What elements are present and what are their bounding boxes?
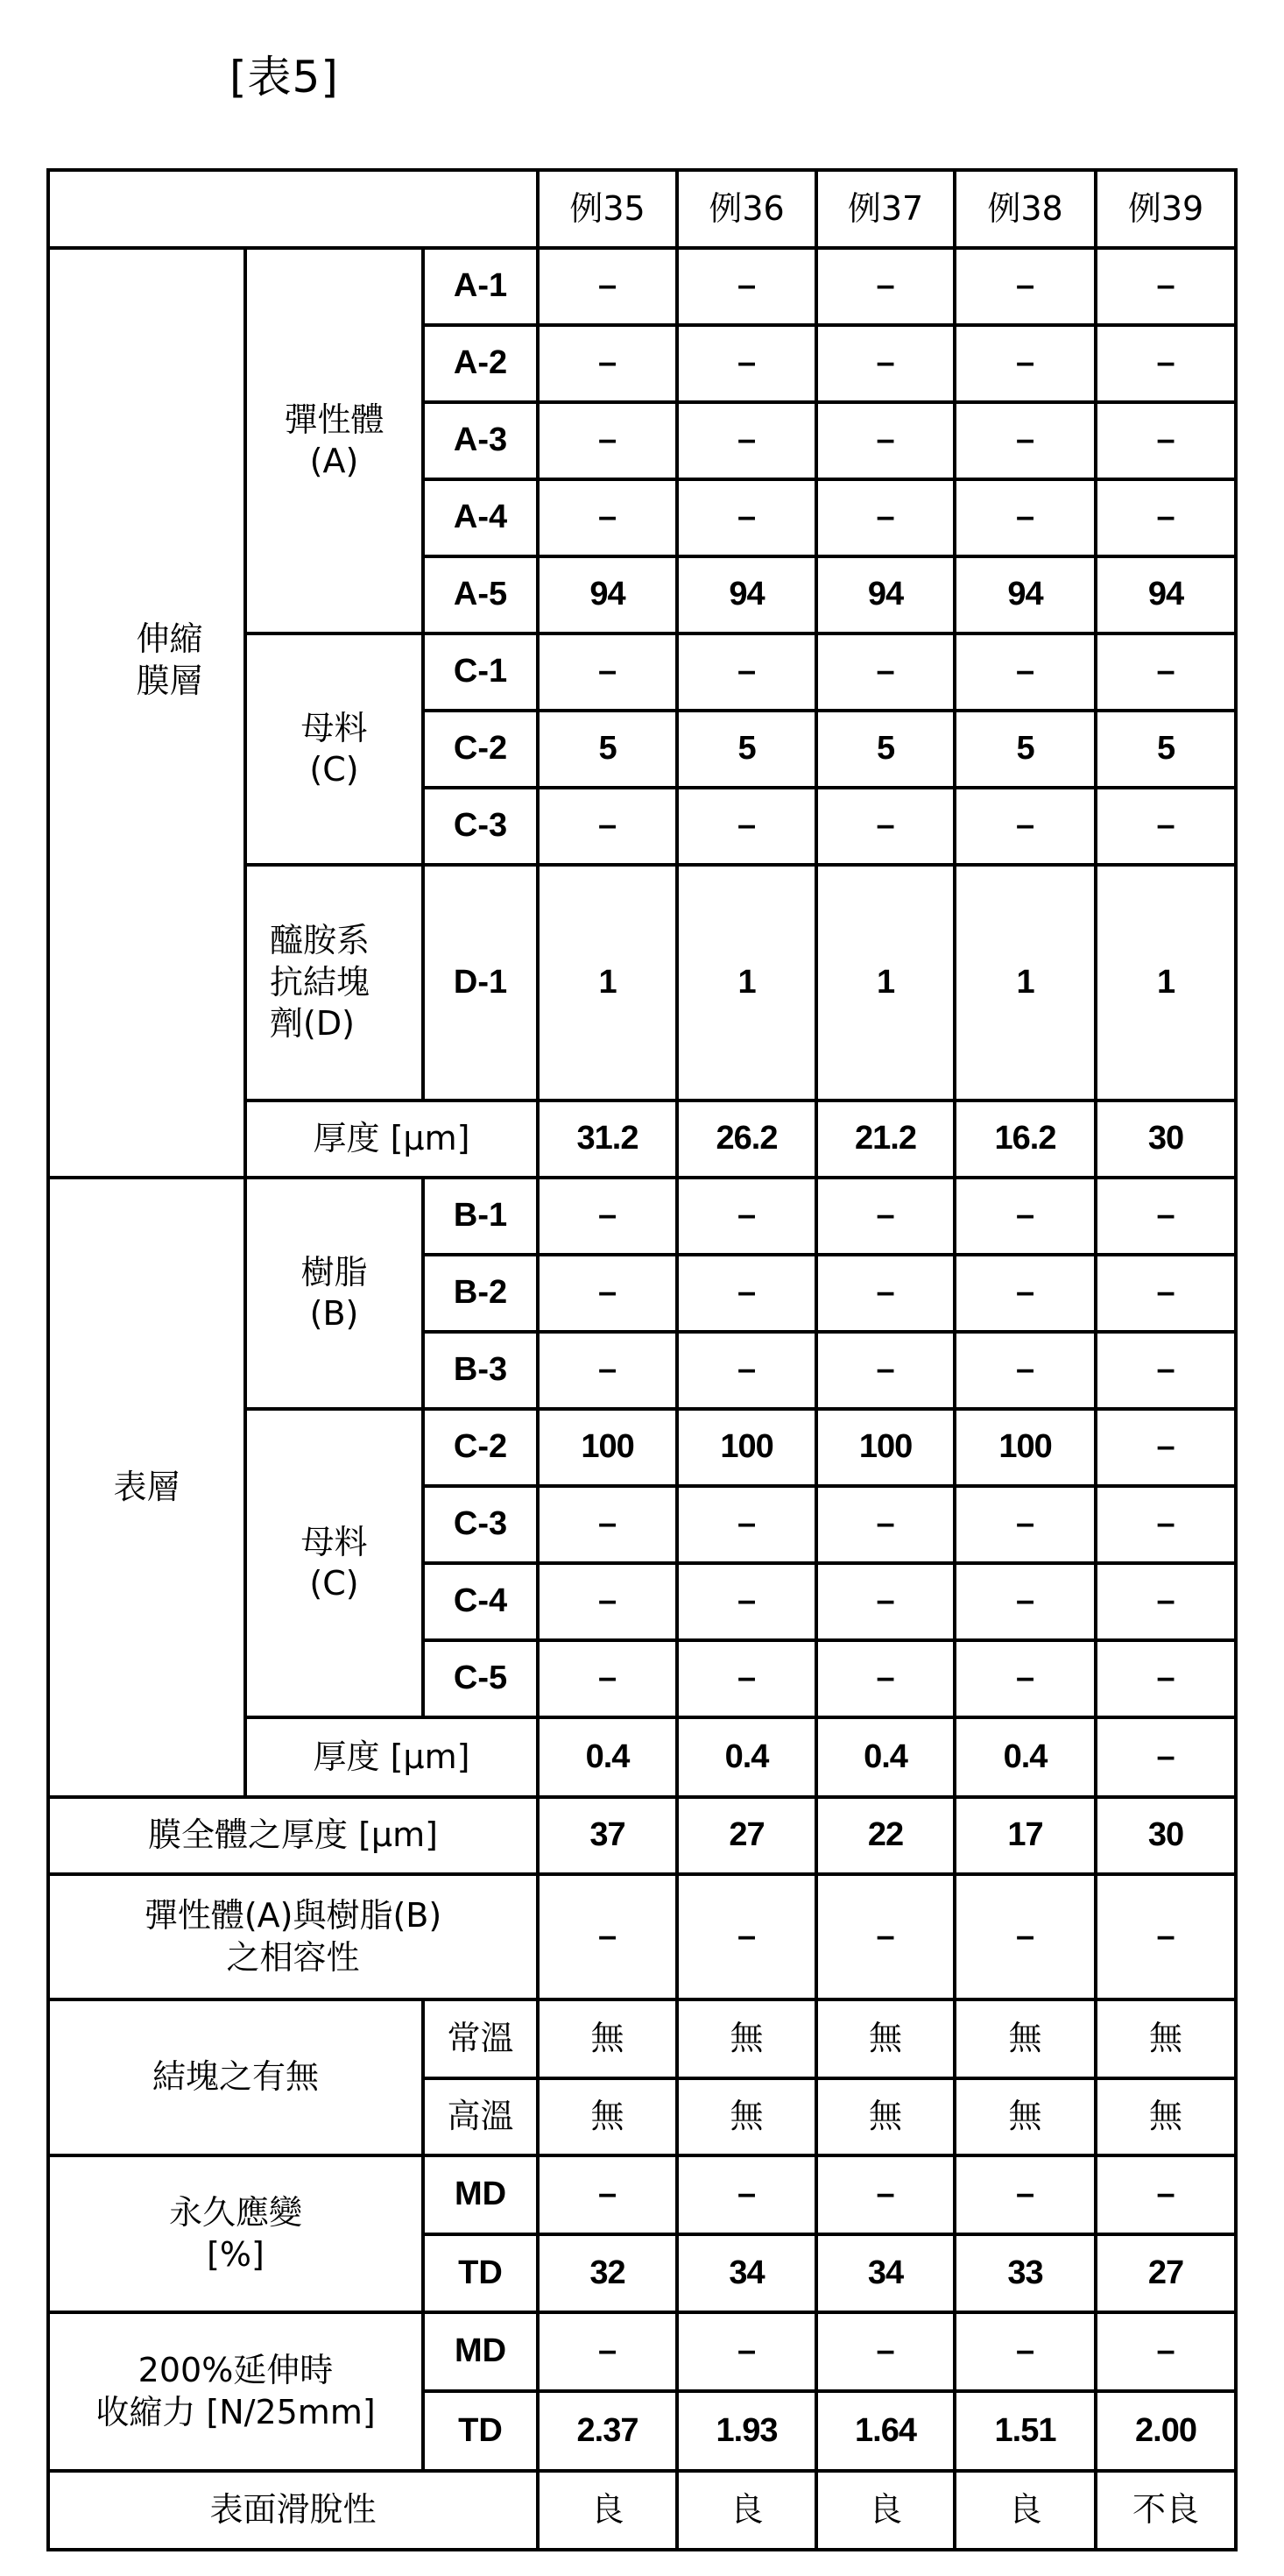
row-code: 高溫: [423, 2078, 538, 2155]
cell: 34: [816, 2234, 955, 2312]
cell: –: [677, 788, 816, 865]
cell: 30: [1096, 1797, 1236, 1874]
cell: –: [1096, 1178, 1236, 1255]
cell: 無: [1096, 1999, 1236, 2078]
cell: –: [1096, 1409, 1236, 1486]
cell: –: [816, 1486, 955, 1563]
cell: 無: [816, 2078, 955, 2155]
row-code: C-5: [423, 1640, 538, 1717]
stretch-layer-label: [48, 248, 245, 1178]
row-code: B-2: [423, 1255, 538, 1332]
cell: –: [816, 1178, 955, 1255]
cell: –: [816, 248, 955, 325]
cell: 94: [816, 556, 955, 633]
cell: –: [538, 1486, 677, 1563]
cell: 2.37: [538, 2391, 677, 2471]
row-code: TD: [423, 2234, 538, 2312]
cell: –: [1096, 2155, 1236, 2234]
cell: –: [538, 1332, 677, 1409]
cell: –: [538, 2155, 677, 2234]
cell: 26.2: [677, 1100, 816, 1178]
stretch-layer-text: 伸縮 膜層: [136, 619, 203, 700]
table-row: [48, 1178, 1236, 1255]
cell: 5: [1096, 711, 1236, 788]
cell: 無: [538, 2078, 677, 2155]
cell: 100: [538, 1409, 677, 1486]
row-code: A-1: [423, 248, 538, 325]
cell: 32: [538, 2234, 677, 2312]
cell: –: [538, 788, 677, 865]
row-code: B-1: [423, 1178, 538, 1255]
cell: 無: [955, 1999, 1096, 2078]
cell: 1.64: [816, 2391, 955, 2471]
row-code: A-2: [423, 325, 538, 402]
surface-thickness-label: 厚度 [μm]: [245, 1717, 538, 1797]
cell: –: [1096, 2312, 1236, 2391]
surface-layer-label: 表層: [48, 1178, 245, 1797]
cell: –: [1096, 248, 1236, 325]
cell: 94: [538, 556, 677, 633]
cell: 100: [955, 1409, 1096, 1486]
cell: –: [677, 1178, 816, 1255]
cell: –: [816, 402, 955, 479]
compatibility-label: 彈性體(A)與樹脂(B) 之相容性: [48, 1874, 538, 1999]
cell: –: [677, 402, 816, 479]
cell: 100: [677, 1409, 816, 1486]
cell: 30: [1096, 1100, 1236, 1178]
cell: –: [677, 1332, 816, 1409]
cell: –: [1096, 1486, 1236, 1563]
header-corner-cell: [48, 170, 538, 248]
cell: –: [955, 2312, 1096, 2391]
cell: 37: [538, 1797, 677, 1874]
cell: 21.2: [816, 1100, 955, 1178]
table-row: [48, 2155, 1236, 2234]
table-row: [48, 248, 1236, 325]
cell: 5: [816, 711, 955, 788]
cell: –: [816, 2312, 955, 2391]
cell: 27: [1096, 2234, 1236, 2312]
cell: –: [677, 248, 816, 325]
cell: –: [677, 1486, 816, 1563]
cell: 0.4: [955, 1717, 1096, 1797]
cell: –: [816, 1332, 955, 1409]
cell: –: [1096, 788, 1236, 865]
table-row: [48, 1874, 1236, 1999]
cell: –: [1096, 479, 1236, 556]
cell: –: [955, 325, 1096, 402]
cell: –: [677, 1640, 816, 1717]
cell: –: [677, 633, 816, 711]
cell: –: [677, 1255, 816, 1332]
cell: 不良: [1096, 2471, 1236, 2550]
cell: –: [538, 633, 677, 711]
cell: –: [1096, 1332, 1236, 1409]
row-code: TD: [423, 2391, 538, 2471]
cell: 良: [538, 2471, 677, 2550]
cell: 5: [955, 711, 1096, 788]
cell: 無: [816, 1999, 955, 2078]
cell: –: [677, 325, 816, 402]
cell: 1: [816, 865, 955, 1100]
cell: –: [1096, 402, 1236, 479]
total-thickness-label: 膜全體之厚度 [μm]: [48, 1797, 538, 1874]
row-code: A-3: [423, 402, 538, 479]
cell: –: [816, 1563, 955, 1640]
surface-slip-label: 表面滑脫性: [48, 2471, 538, 2550]
cell: –: [677, 2312, 816, 2391]
antiblock-label: 醯胺系 抗結塊 劑(D): [245, 865, 423, 1100]
cell: 34: [677, 2234, 816, 2312]
cell: –: [816, 633, 955, 711]
cell: –: [538, 1178, 677, 1255]
cell: –: [955, 1332, 1096, 1409]
cell: –: [955, 248, 1096, 325]
column-header: 例38: [955, 170, 1096, 248]
cell: –: [538, 325, 677, 402]
cell: 94: [1096, 556, 1236, 633]
cell: –: [955, 1874, 1096, 1999]
cell: –: [955, 633, 1096, 711]
elastomer-label: 彈性體 (A): [245, 248, 423, 633]
cell: 無: [955, 2078, 1096, 2155]
column-header: 例39: [1096, 170, 1236, 248]
row-code: D-1: [423, 865, 538, 1100]
cell: –: [1096, 1640, 1236, 1717]
row-code: MD: [423, 2155, 538, 2234]
surface-masterbatch-label: 母料 (C): [245, 1409, 423, 1717]
cell: –: [1096, 1717, 1236, 1797]
cell: –: [955, 1178, 1096, 1255]
cell: 17: [955, 1797, 1096, 1874]
table-row: [48, 1797, 1236, 1874]
cell: 16.2: [955, 1100, 1096, 1178]
cell: 31.2: [538, 1100, 677, 1178]
row-code: C-1: [423, 633, 538, 711]
cell: –: [955, 479, 1096, 556]
table-row: [48, 1999, 1236, 2078]
cell: –: [955, 788, 1096, 865]
cell: 無: [677, 1999, 816, 2078]
cell: –: [538, 1255, 677, 1332]
cell: –: [538, 248, 677, 325]
masterbatch-label: 母料 (C): [245, 633, 423, 865]
cell: –: [816, 1640, 955, 1717]
permanent-strain-label: 永久應變 [%]: [48, 2155, 423, 2312]
data-table: [46, 168, 1238, 2551]
cell: –: [677, 2155, 816, 2234]
cell: 良: [816, 2471, 955, 2550]
cell: 1.51: [955, 2391, 1096, 2471]
resin-label: 樹脂 (B): [245, 1178, 423, 1409]
cell: 33: [955, 2234, 1096, 2312]
cell: 良: [677, 2471, 816, 2550]
cell: 0.4: [677, 1717, 816, 1797]
row-code: C-2: [423, 1409, 538, 1486]
cell: –: [816, 479, 955, 556]
header-row: [48, 170, 1236, 248]
row-code: C-3: [423, 1486, 538, 1563]
cell: –: [816, 788, 955, 865]
shrink-force-label: 200%延伸時 收縮力 [N/25mm]: [48, 2312, 423, 2471]
cell: –: [677, 1874, 816, 1999]
cell: –: [538, 2312, 677, 2391]
cell: –: [538, 479, 677, 556]
cell: 27: [677, 1797, 816, 1874]
cell: 0.4: [538, 1717, 677, 1797]
cell: 1: [677, 865, 816, 1100]
cell: 5: [677, 711, 816, 788]
table-row: [48, 2471, 1236, 2550]
cell: –: [538, 1640, 677, 1717]
cell: –: [538, 402, 677, 479]
cell: 0.4: [816, 1717, 955, 1797]
cell: –: [677, 1563, 816, 1640]
row-code: C-4: [423, 1563, 538, 1640]
cell: 5: [538, 711, 677, 788]
column-header: 例36: [677, 170, 816, 248]
stretch-thickness-label: 厚度 [μm]: [245, 1100, 538, 1178]
cell: –: [1096, 1255, 1236, 1332]
cell: 良: [955, 2471, 1096, 2550]
cell: 1: [955, 865, 1096, 1100]
row-code: A-5: [423, 556, 538, 633]
cell: 1.93: [677, 2391, 816, 2471]
cell: 2.00: [1096, 2391, 1236, 2471]
row-code: C-3: [423, 788, 538, 865]
row-code: B-3: [423, 1332, 538, 1409]
cell: –: [1096, 1563, 1236, 1640]
cell: –: [955, 1486, 1096, 1563]
cell: –: [955, 1563, 1096, 1640]
cell: 100: [816, 1409, 955, 1486]
cell: 1: [1096, 865, 1236, 1100]
cell: –: [677, 479, 816, 556]
cell: –: [538, 1874, 677, 1999]
cell: –: [955, 1640, 1096, 1717]
cell: 94: [955, 556, 1096, 633]
row-code: 常溫: [423, 1999, 538, 2078]
cell: 1: [538, 865, 677, 1100]
cell: 無: [1096, 2078, 1236, 2155]
blocking-label: 結塊之有無: [48, 1999, 423, 2155]
row-code: MD: [423, 2312, 538, 2391]
cell: 22: [816, 1797, 955, 1874]
cell: –: [955, 402, 1096, 479]
cell: –: [816, 1874, 955, 1999]
column-header: 例35: [538, 170, 677, 248]
cell: –: [1096, 1874, 1236, 1999]
cell: 無: [677, 2078, 816, 2155]
cell: –: [955, 2155, 1096, 2234]
table-title: [表5]: [229, 52, 339, 103]
cell: 94: [677, 556, 816, 633]
cell: –: [816, 2155, 955, 2234]
column-header: 例37: [816, 170, 955, 248]
cell: –: [1096, 325, 1236, 402]
cell: –: [955, 1255, 1096, 1332]
cell: 無: [538, 1999, 677, 2078]
cell: –: [816, 325, 955, 402]
row-code: A-4: [423, 479, 538, 556]
table-row: [48, 2312, 1236, 2391]
cell: –: [1096, 633, 1236, 711]
row-code: C-2: [423, 711, 538, 788]
cell: –: [816, 1255, 955, 1332]
cell: –: [538, 1563, 677, 1640]
